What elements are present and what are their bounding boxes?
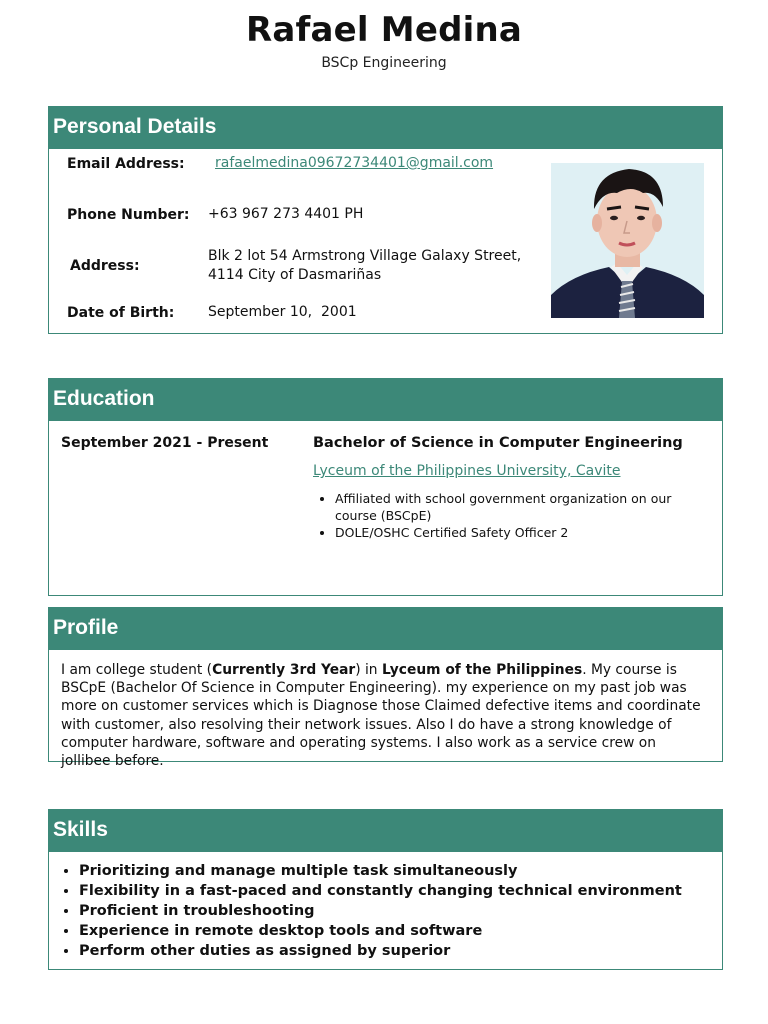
phone-value: +63 967 273 4401 PH: [208, 206, 364, 222]
skills-list: [49, 861, 719, 961]
profile-emphasis: Currently 3rd Year: [212, 662, 356, 678]
email-link[interactable]: rafaelmedina09672734401@gmail.com: [215, 155, 494, 171]
skill-item: • Experience in remote desktop tools and software: [79, 921, 719, 941]
address-value: [208, 247, 521, 285]
phone-label: Phone Number:: [67, 207, 190, 223]
profile-emphasis: Lyceum of the Philippines: [381, 662, 583, 678]
skill-item: • Prioritizing and manage multiple task simultaneously: [79, 861, 719, 881]
profile-paragraph: [61, 661, 706, 770]
education-period: September 2021 - Present: [61, 435, 269, 451]
skills-content: [49, 861, 719, 961]
portrait-image: [551, 163, 704, 318]
skills-section: [48, 809, 723, 970]
profile-section: [48, 607, 723, 770]
candidate-name: Rafael Medina: [245, 10, 523, 50]
skill-item: • Perform other duties as assigned by superior: [79, 941, 719, 961]
profile-text: ) in: [355, 662, 382, 678]
skills-heading: Skills: [49, 810, 722, 852]
dob-label: Date of Birth:: [67, 305, 175, 321]
profile-text: I am college student (: [61, 662, 213, 678]
personal-details-section: [48, 106, 723, 334]
skill-item: • Proficient in troubleshooting: [79, 901, 719, 921]
profile-heading: Profile: [49, 608, 722, 650]
address-line-1: Blk 2 lot 54 Armstrong Village Galaxy Street,: [208, 248, 522, 264]
skill-item: • Flexibility in a fast-paced and constantly changing technical environment: [79, 881, 719, 901]
personal-details-heading: Personal Details: [49, 107, 722, 149]
dob-value: September 10, 2001: [208, 304, 357, 320]
school-link[interactable]: Lyceum of the Philippines University, Cavite: [313, 463, 621, 479]
education-bullet-list: [313, 490, 693, 541]
education-bullet: • DOLE/OSHC Certified Safety Officer 2: [335, 524, 693, 541]
profile-text: . My course is BSCpE (Bachelor Of Science in Computer Engineering). my experience on my past job was more on customer services which is Diagnose those Claimed defective items and coordinate with customer, also resolving their network issues. Also I do have a strong knowledge of computer hardware, software and operating systems. I also work as a service crew on jollibee before.: [61, 662, 701, 770]
email-label: Email Address:: [67, 156, 185, 172]
education-degree: Bachelor of Science in Computer Engineering: [313, 435, 683, 451]
candidate-title: BSCp Engineering: [321, 55, 447, 71]
education-bullet: • Affiliated with school government organization on our course (BSCpE): [335, 490, 693, 524]
address-line-2: 4114 City of Dasmariñas: [208, 267, 382, 283]
education-details: [313, 490, 693, 541]
address-label: Address:: [70, 258, 140, 274]
education-heading: Education: [49, 379, 722, 421]
education-section: [48, 378, 723, 596]
profile-photo: [551, 163, 704, 318]
